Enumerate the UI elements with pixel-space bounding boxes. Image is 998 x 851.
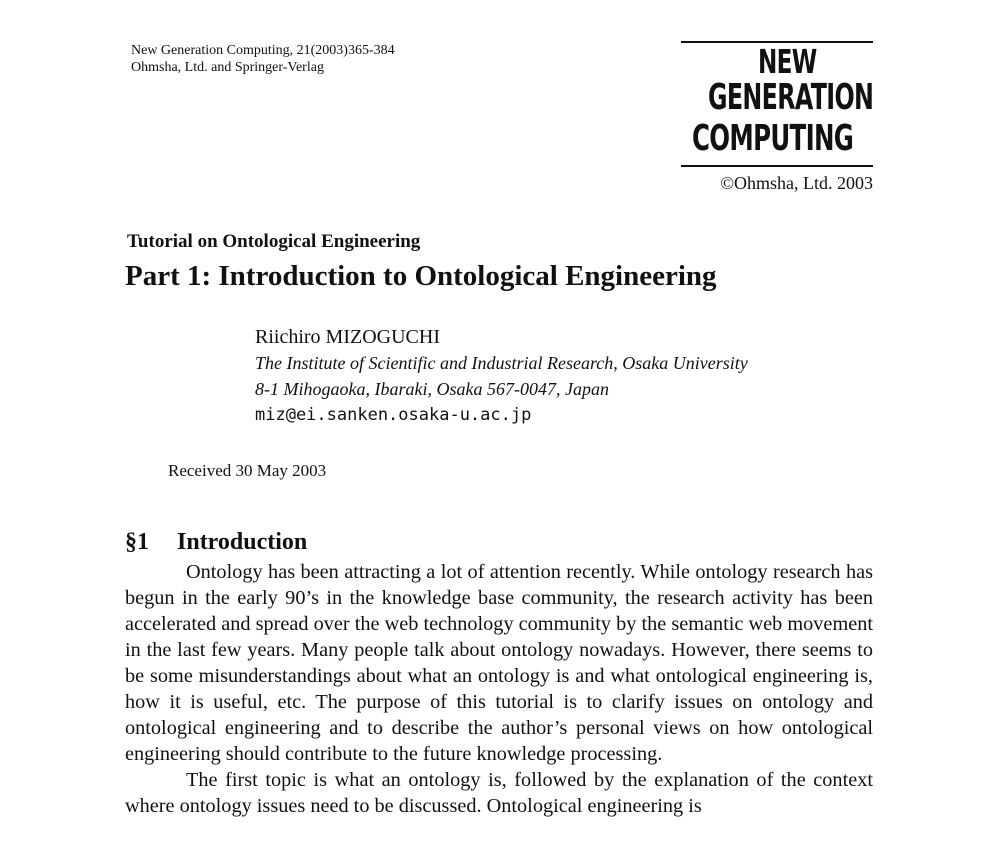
logo-word-new: NEW <box>758 42 817 81</box>
section-heading <box>125 529 307 556</box>
publisher-line: Ohmsha, Ltd. and Springer-Verlag <box>131 60 324 75</box>
section-title: Introduction <box>177 529 308 555</box>
journal-citation-line: New Generation Computing, 21(2003)365-384 <box>131 43 395 58</box>
body-paragraph: The first topic is what an ontology is, followed by the explanation of the context where ontology issues need to be discussed. Ontological engineering is <box>125 769 873 817</box>
body-paragraph: Ontology has been attracting a lot of attention recently. While ontology research has begun in the early 90’s in the knowledge base community, the research activity has been accelerated and spread over the web technology community by the semantic web movement in the last few years. Many people talk about ontology nowadays. However, there seems to be some misunderstandings about what an ontology is and what ontological engineering is, how it is useful, etc. The purpose of this tutorial is to clarify issues on ontology and ontological engineering and to describe the author’s personal views on how ontological engineering should contribute to the future knowledge processing. <box>125 561 873 765</box>
author-address: 8-1 Mihogaoka, Ibaraki, Osaka 567-0047, Japan <box>255 379 609 399</box>
copyright-notice: ©Ohmsha, Ltd. 2003 <box>720 173 873 193</box>
author-block <box>255 324 748 428</box>
author-affiliation: The Institute of Scientific and Industrial Research, Osaka University <box>255 353 748 373</box>
received-date: Received 30 May 2003 <box>168 461 327 480</box>
section-number: §1 <box>125 529 149 555</box>
journal-citation <box>131 42 395 76</box>
journal-logo-block <box>681 41 873 194</box>
author-email: miz@ei.sanken.osaka-u.ac.jp <box>255 405 532 425</box>
series-label: Tutorial on Ontological Engineering <box>127 231 421 252</box>
author-name: Riichiro MIZOGUCHI <box>255 326 440 348</box>
logo-bottom-rule <box>681 165 873 167</box>
paper-title: Part 1: Introduction to Ontological Engineering <box>125 260 717 292</box>
logo-word-computing: COMPUTING <box>692 118 854 159</box>
logo-word-generation: GENERATION <box>708 77 874 118</box>
journal-logo <box>681 43 873 165</box>
section-body <box>125 559 873 819</box>
